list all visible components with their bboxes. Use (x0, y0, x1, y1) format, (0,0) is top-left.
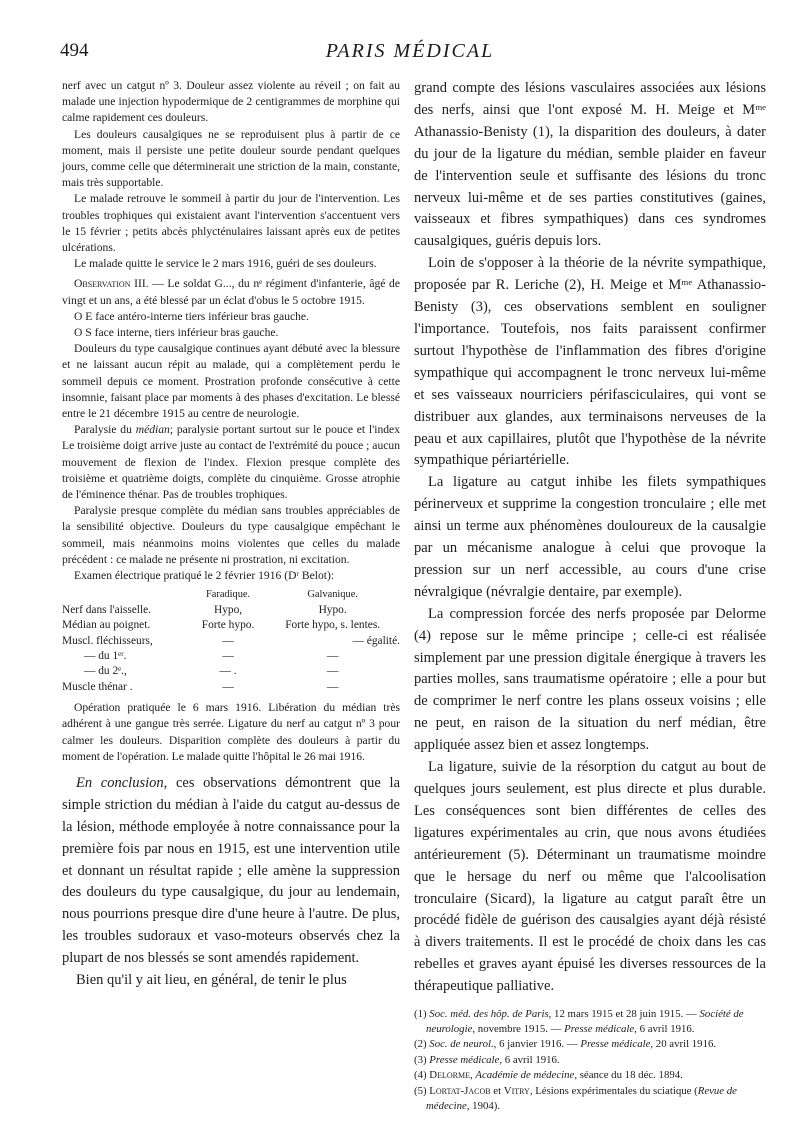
citation: Académie de médecine (475, 1069, 575, 1082)
text-run: et (490, 1085, 504, 1098)
page-header (60, 40, 760, 66)
paragraph: O S face interne, tiers inférieur bras gauche. (74, 326, 279, 340)
footnote-number: (3) (414, 1053, 430, 1066)
text-run: , 6 avril 1916. (634, 1022, 695, 1035)
left-column (62, 78, 400, 992)
right-column (414, 78, 766, 1114)
footnote-number: (1) (414, 1008, 430, 1021)
paragraph: Le malade retrouve le sommeil à partir du jour de l'intervention. Les troubles trophiques qui existaient avant l'intervention s'accentuent vers le 15 février ; petits abcès phlycténulaires laissant après eux de petites ulcérations. (62, 192, 400, 255)
table-cell: — du 2ᵉ., (84, 665, 127, 678)
citation: Soc. de neurol. (429, 1038, 494, 1051)
text-run: , 20 avril 1916. (650, 1038, 717, 1051)
citation: Soc. méd. des hôp. de Paris (429, 1008, 549, 1021)
paragraph: nerf avec un catgut nº 3. Douleur assez violente au réveil ; on fait au malade une injection hypodermique de 2 centigrammes de morphine qui calme rapidement ces douleurs. (62, 79, 400, 125)
table-cell: Forte hypo. (201, 619, 255, 632)
table-cell: — égalité. (352, 634, 400, 647)
table-header: Faradique. (205, 589, 251, 601)
footnote-number: (2) (414, 1038, 430, 1051)
paragraph: La ligature au catgut inhibe les filets sympathiques périnerveux et supprime la congestion tronculaire ; elle met ainsi un terme aux phénomènes douloureux de la causalgie par un mécanisme analogue à celui que provoque la pression sur un nerf accessible, au cours d'une crise névralgique (névralgie dentaire, par exemple). (414, 474, 766, 600)
citation: Société de neurologie (426, 1008, 744, 1035)
citation: Presse médicale (564, 1022, 635, 1035)
table-cell: — (222, 680, 234, 693)
paragraph: Opération pratiquée le 6 mars 1916. Libération du médian très adhérent à une gangue très serrée. Ligature du nerf au catgut nº 3 pour calmer les douleurs. Disparition complète des douleurs à partir du moment de l'opération. Le malade quitte l'hôpital le 26 mai 1916. (62, 701, 400, 763)
table-cell: — (326, 649, 339, 662)
table-cell: Muscl. fléchisseurs, (62, 634, 153, 647)
table-row (62, 603, 400, 618)
text-run: , (469, 1069, 476, 1082)
paragraph: Paralysie presque complète du médian sans troubles appréciables de la sensibilité objective. Douleurs du type causalgique empêchant le sommeil, mais néanmoins moins violentes que celles du malade précédent : ce malade ne présente ni prostration, ni excitation. (62, 504, 400, 566)
table-cell: — (326, 665, 339, 678)
electrical-exam-table (62, 587, 400, 695)
paragraph: O E face antéro-interne tiers inférieur bras gauche. (74, 309, 309, 323)
author-name: Vitry (503, 1085, 530, 1098)
paragraph: La compression forcée des nerfs proposée par Delorme (4) repose sur le même principe ; celle-ci est réalisée simplement par une pression digitale énergique à travers les parties molles, sans traumatisme opératoire ; elle a pour but de comprimer le nerf contre les plans osseux voisins ; elle ne peut, en raison de la situation du nerf médian, être appliquée assez bien et assez longtemps. (414, 605, 766, 754)
author-name: Delorme (429, 1069, 470, 1082)
footnotes (414, 1007, 766, 1113)
table-header: Galvanique. (307, 589, 358, 601)
observation-text: — Le soldat G..., du nᵉ régiment d'infanterie, âgé de vingt et un ans, a été blessé par un éclat d'obus le 5 octobre 1915. (62, 277, 400, 307)
paragraph (62, 422, 400, 503)
text-run: , Lésions expérimentales du sciatique ( (529, 1085, 698, 1098)
table-header (62, 587, 191, 602)
footnote (414, 1068, 766, 1083)
footnote-number: (4) (414, 1069, 430, 1082)
table-row (62, 634, 400, 649)
text-run: , ces observations démontrent que la simple striction du médian à l'aide du catgut au-dessus de la lésion, méthode employée à notre connaissance pour la première fois par nous en 1915, est une intervention utile et donnant un résultat rapide ; elle amène la suppression des douleurs du type causalgique, du jour au lendemain, nous pourrions presque dire d'une heure à l'autre. De plus, les troubles sudoraux et vaso-moteurs observés chez la plupart de nos blessés se sont amendés rapidement. (62, 774, 400, 967)
text-run: , 6 janvier 1916. — (493, 1038, 581, 1051)
table-cell: — du 1ᵉʳ. (84, 649, 127, 662)
text-run: , séance du 18 déc. 1894. (574, 1069, 683, 1082)
table-row (62, 618, 400, 633)
citation: Presse médicale (580, 1038, 651, 1051)
paragraph: La ligature, suivie de la résorption du catgut au bout de quelques jours seulement, est plus directe et plus durable. Les conséquences sont bien différentes de celles des ligatures expérimentales au crin, que nous avons étudiées antérieurement (5). Déterminant un traumatisme moindre que le hersage du nerf ou même que l'alcoolisation tronculaire (Sicard), la ligature au catgut paraît être un procédé fidèle de guérison des causalgies ayant déjà résisté à divers traitements. Il est le procédé de choix dans les cas rebelles et graves ayant épuisé les diverses ressources de la thérapeutique palliative. (414, 759, 766, 995)
table-cell: Médian au poignet. (62, 619, 151, 632)
conclusion-paragraph (62, 773, 400, 970)
table-row (62, 680, 400, 695)
text-run: Paralysie du (74, 423, 136, 437)
footnote (414, 1007, 766, 1036)
emphasis: En conclusion (76, 774, 164, 791)
table-cell: Nerf dans l'aisselle. (62, 603, 152, 616)
table-row (62, 664, 400, 679)
author-name: Lortat-Jacob (429, 1085, 491, 1098)
table-cell: — (222, 649, 234, 662)
footnote (414, 1084, 766, 1113)
observation-paragraph (62, 276, 400, 308)
text-run: ; paralysie portant surtout sur le pouce et l'index Le troisième doigt arrive juste au contact de l'extrémité du pouce ; aucun mouvement de flexion de l'index. Flexion presque complète des troisième et quatrième doigts, complète du cinquième. Grosse atrophie de l'éminence thénar. Pas de troubles trophiques. (62, 423, 400, 502)
journal-title: PARIS MÉDICAL (325, 40, 495, 62)
table-row (62, 649, 400, 664)
table-cell: Hypo. (318, 603, 347, 616)
text-run: , 12 mars 1915 et 28 juin 1915. — (548, 1008, 700, 1021)
emphasis: médian (135, 423, 170, 437)
table-cell: Forte hypo, s. lentes. (285, 619, 381, 632)
citation: Presse médicale (429, 1053, 500, 1066)
paragraph: Bien qu'il y ait lieu, en général, de tenir le plus (76, 972, 347, 989)
table-cell: — . (219, 665, 237, 678)
footnote (414, 1053, 766, 1068)
footnote-number: (5) (414, 1085, 430, 1098)
paragraph: Douleurs du type causalgique continues ayant débuté avec la blessure et ne laissant aucun répit au malade, qui a complètement perdu le sommeil depuis ce moment. Prostration profonde consécutive à cette insomnie, faisant place par moments à des phases d'excitation. Le blessé entre le 21 décembre 1915 au centre de neurologie. (62, 342, 400, 421)
paragraph: Le malade quitte le service le 2 mars 1916, guéri de ses douleurs. (74, 257, 377, 271)
footnote (414, 1037, 766, 1052)
paragraph: grand compte des lésions vasculaires associées aux lésions des nerfs, ainsi que l'ont exposé M. H. Meige et Mᵐᵉ Athanassio-Benisty (1), la disparition des douleurs, à dater du jour de la ligature du médian, semble plaider en faveur de l'intervention seule et suffisante des lésions du tronc nerveux lui-même et de ses parties constitutives (gaines, vaisseaux et fibres sympathiques) dans ces syndromes causalgiques, guéris depuis lors. (414, 80, 766, 250)
table-cell: Hypo, (213, 603, 243, 616)
table-cell: — (326, 680, 339, 693)
text-run: , 6 avril 1916. (499, 1053, 560, 1066)
text-run: , novembre 1915. — (472, 1022, 565, 1035)
table-cell: — (222, 634, 234, 647)
paragraph: Les douleurs causalgiques ne se reproduisent plus à partir de ce moment, mais il persiste une petite douleur sourde pendant quelques jours, comme celle que déterminerait une striction de la main, constante, mais très supportable. (62, 127, 400, 190)
observation-label: Observation III. (74, 277, 149, 291)
table-cell: Muscle thénar . (62, 680, 133, 693)
page-number: 494 (60, 40, 89, 61)
paragraph: Loin de s'opposer à la théorie de la névrite sympathique, proposée par R. Leriche (2), H. Meige et Mᵐᵉ Athanassio-Benisty (3), ces observations semblent en souligner l'importance. Toutefois, nos faits paraissent confirmer surtout l'hypothèse de l'inflammation des fibres d'origine sympathique qui accompagnent le tronc nerveux lui-même et ses vaisseaux nourriciers périfasciculaires, qui vont se distribuer aux glandes, aux terminaisons nerveuses de la peau et aux capillaires, plutôt que l'hypothèse de la névrite sympathique périartérielle. (414, 255, 766, 469)
citation: Revue de médecine (426, 1085, 737, 1112)
text-run: , 1904). (466, 1099, 501, 1112)
table-header-row (62, 587, 400, 602)
paragraph: Examen électrique pratiqué le 2 février 1916 (Dʳ Belot): (74, 569, 335, 583)
